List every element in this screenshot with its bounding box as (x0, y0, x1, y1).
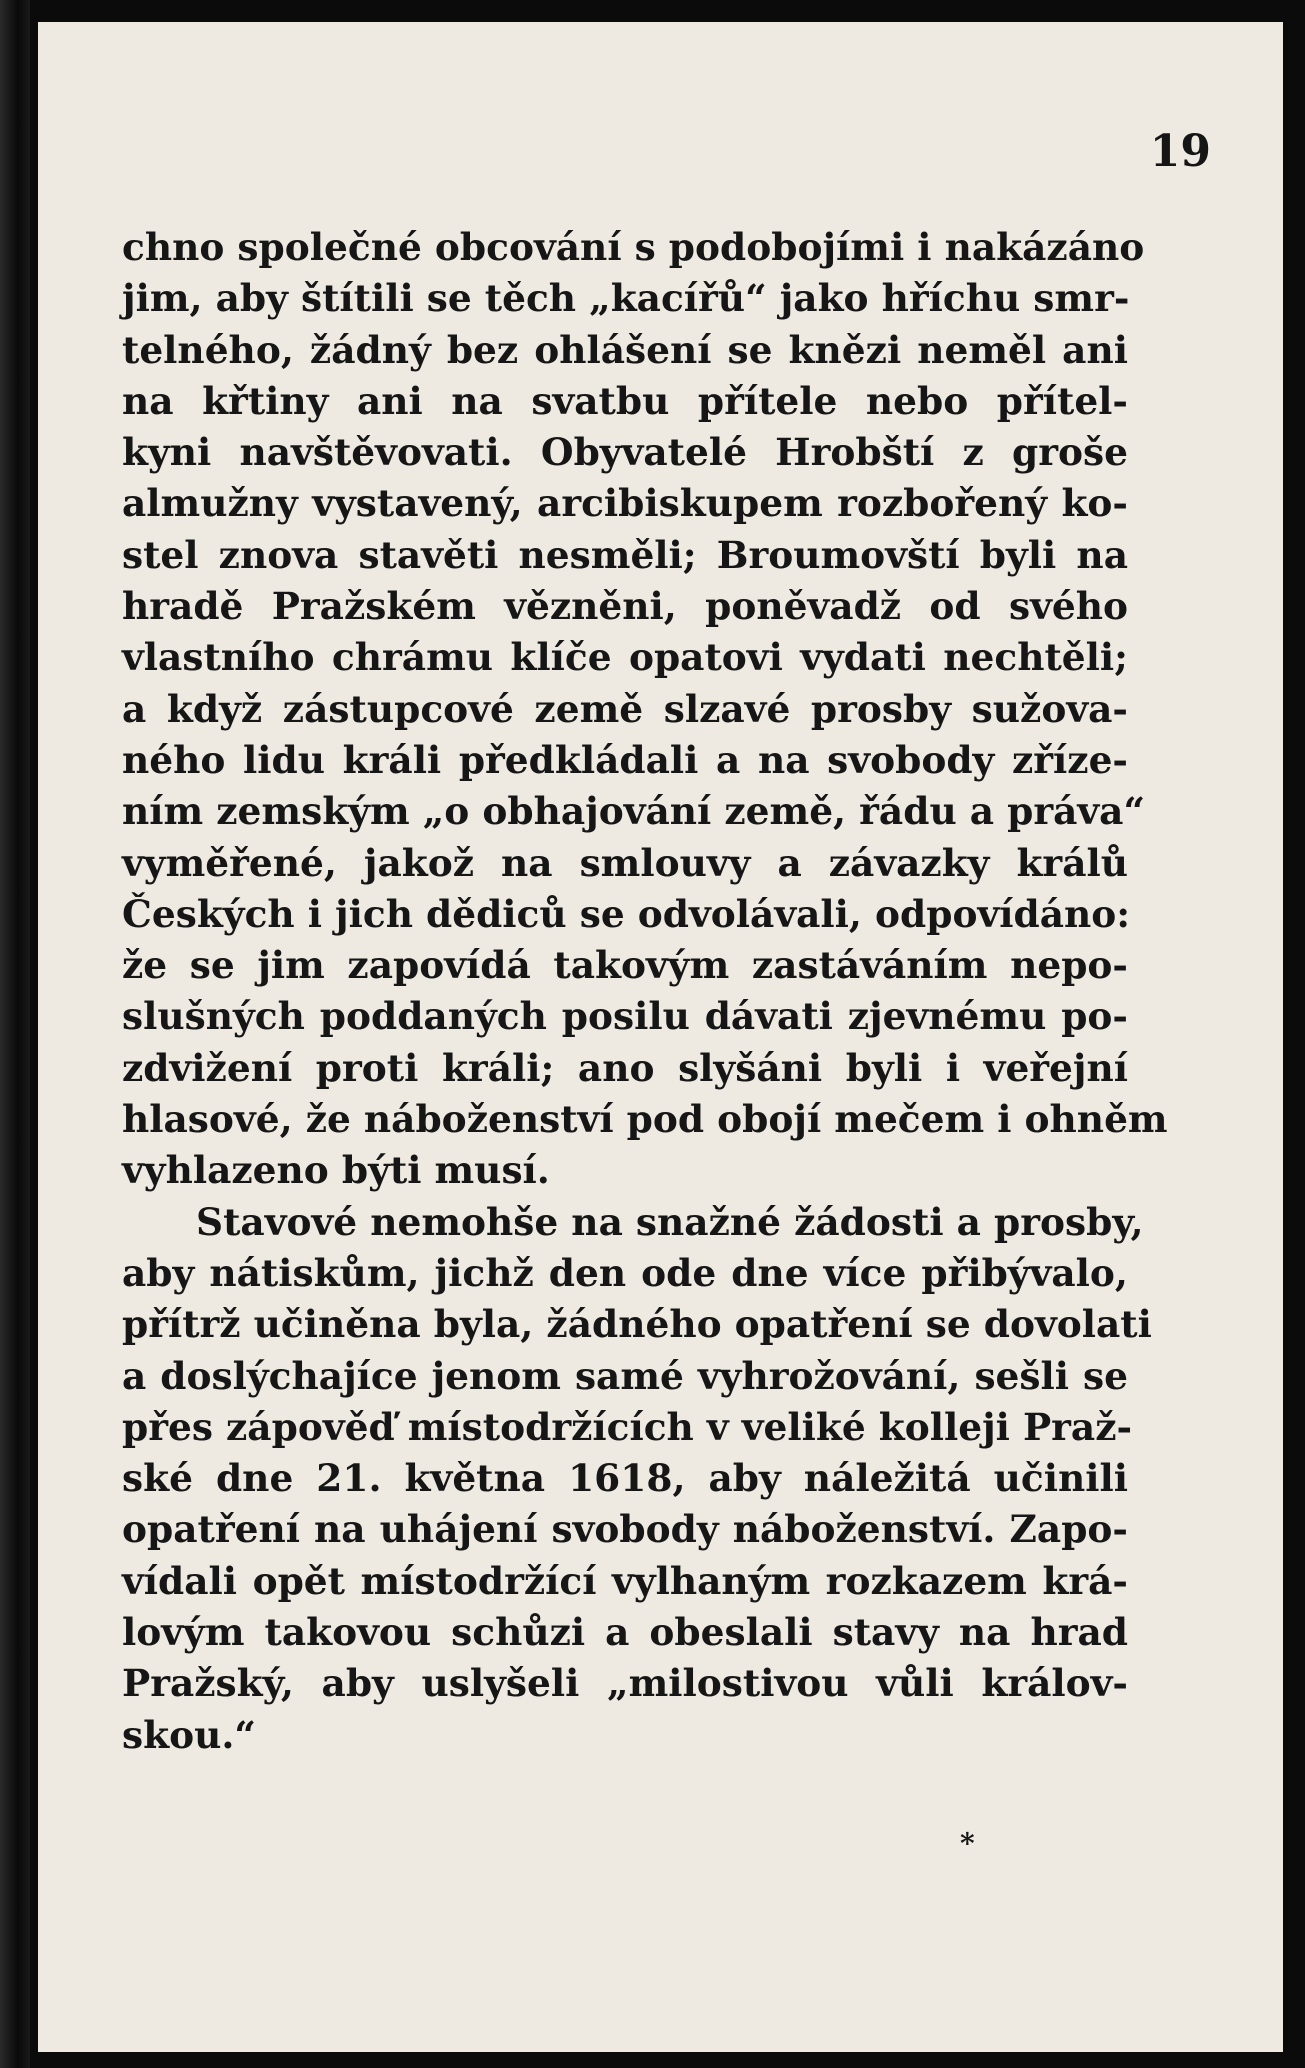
paragraph-end-line: vyhlazeno býti musí. (122, 1148, 550, 1193)
book-page (38, 22, 1283, 2052)
text-line: přes zápověď místodržících v veliké kolleji Praž- (122, 1404, 1133, 1449)
page-number: 19 (1149, 126, 1211, 177)
text-line: aby nátiskům, jichž den ode dne více přibývalo, (122, 1250, 1128, 1295)
text-line: almužny vystavený, arcibiskupem rozbořený ko- (122, 481, 1128, 526)
text-line: opatření na uhájení svobody náboženství. Zapo- (122, 1507, 1128, 1552)
text-line: chno společné obcování s podobojími i nakázáno (122, 225, 1145, 269)
text-line: ného lidu králi předkládali a na svobody zříze- (122, 737, 1128, 782)
text-line: telného, žádný bez ohlášení se knězi neměl ani (122, 327, 1128, 372)
text-line: vlastního chrámu klíče opatovi vydati nechtěli; (122, 635, 1128, 680)
text-line: vídali opět místodržící vylhaným rozkazem krá- (122, 1558, 1128, 1603)
text-line: a doslýchajíce jenom samé vyhrožování, sešli se (122, 1353, 1128, 1398)
text-line: zdvižení proti králi; ano slyšáni byli i veřejní (122, 1045, 1128, 1090)
body-text (122, 222, 1168, 1761)
asterisk-mark: * (960, 1827, 975, 1860)
text-line: kyni navštěvovati. Obyvatelé Hrobští z groše (122, 430, 1128, 475)
text-line: hlasové, že náboženství pod obojí mečem i ohněm (122, 1097, 1168, 1142)
paragraph-end-line: skou.“ (122, 1712, 256, 1757)
book-binding (0, 0, 30, 2068)
text-line: ním zemským „o obhajování země, řádu a práva“ (122, 789, 1146, 834)
text-line: hradě Pražském vězněni, poněvadž od svého (122, 584, 1128, 629)
text-line: a když zástupcové země slzavé prosby sužova- (122, 686, 1128, 731)
paragraph-start-line: Stavové nemohše na snažné žádosti a prosby, (196, 1199, 1144, 1244)
text-line: ské dne 21. května 1618, aby náležitá učinili (122, 1456, 1128, 1501)
text-line: lovým takovou schůzi a obeslali stavy na hrad (122, 1610, 1128, 1655)
text-line: jim, aby štítili se těch „kacířů“ jako hříchu smr- (122, 276, 1130, 321)
text-line: vyměřené, jakož na smlouvy a závazky králů (122, 840, 1128, 885)
text-line: že se jim zapovídá takovým zastáváním nepo- (122, 943, 1128, 988)
text-line: stel znova stavěti nesměli; Broumovští byli na (122, 532, 1128, 577)
text-line: slušných poddaných posilu dávati zjevnému po- (122, 994, 1128, 1039)
text-line: Pražský, aby uslyšeli „milostivou vůli králov- (122, 1661, 1128, 1706)
text-line: Českých i jich dědiců se odvolávali, odpovídáno: (122, 891, 1131, 936)
text-line: přítrž učiněna byla, žádného opatření se dovolati (122, 1302, 1152, 1347)
text-line: na křtiny ani na svatbu přítele nebo přítel- (122, 378, 1128, 423)
